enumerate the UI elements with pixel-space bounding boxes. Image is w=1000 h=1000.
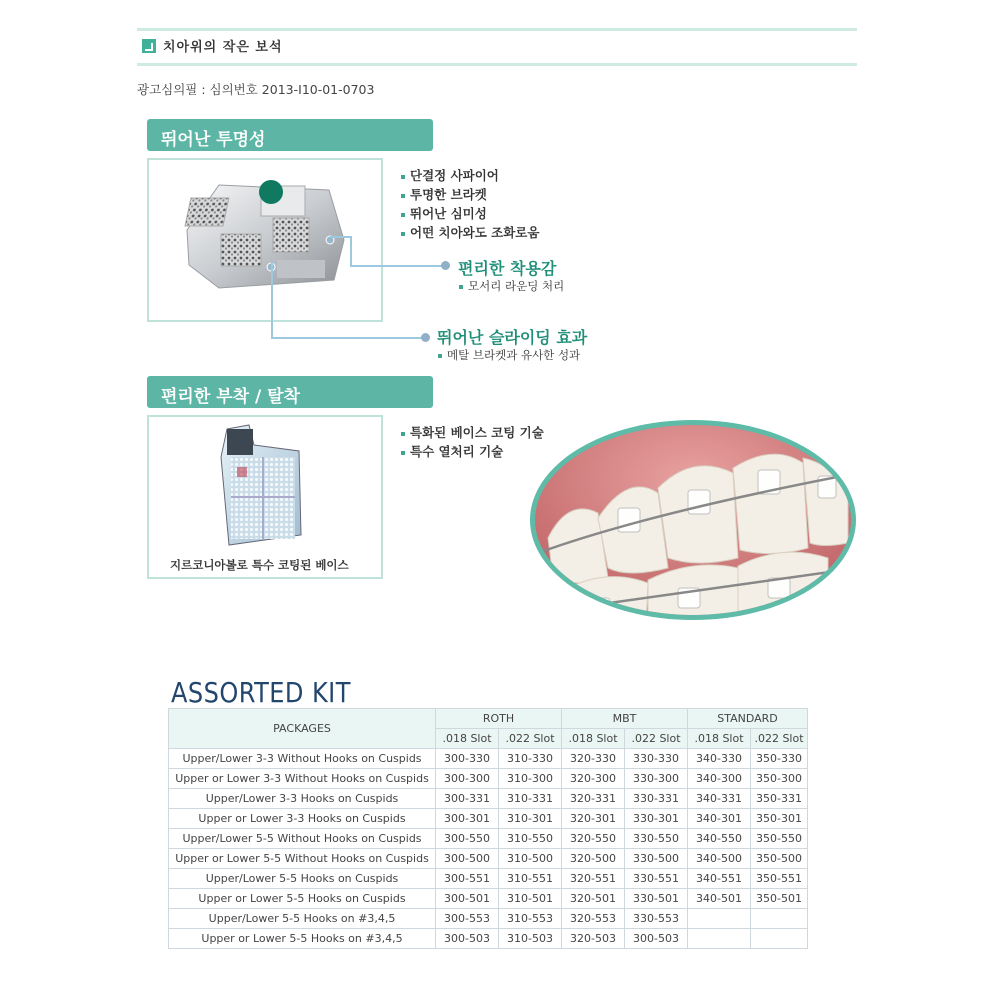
- part-number-cell: 330-331: [625, 789, 688, 809]
- table-row: [169, 929, 808, 949]
- part-number-cell: 300-503: [436, 929, 499, 949]
- part-number-cell: [751, 929, 808, 949]
- slot-header: .018 Slot: [688, 729, 751, 749]
- callout-line: [330, 236, 350, 238]
- part-number-cell: 340-550: [688, 829, 751, 849]
- package-name-cell: Upper or Lower 5-5 Hooks on Cuspids: [169, 889, 436, 909]
- base-image-box: [147, 415, 383, 579]
- part-number-cell: 320-551: [562, 869, 625, 889]
- arrow-icon: [142, 39, 156, 53]
- package-name-cell: Upper/Lower 3-3 Without Hooks on Cuspids: [169, 749, 436, 769]
- slot-header: .018 Slot: [436, 729, 499, 749]
- package-name-cell: Upper/Lower 5-5 Hooks on Cuspids: [169, 869, 436, 889]
- table-row: [169, 789, 808, 809]
- base-caption: 지르코니아볼로 특수 코팅된 베이스: [170, 558, 349, 572]
- table-body: [169, 749, 808, 949]
- part-number-cell: 320-300: [562, 769, 625, 789]
- part-number-cell: 300-550: [436, 829, 499, 849]
- part-number-cell: 320-553: [562, 909, 625, 929]
- package-name-cell: Upper or Lower 3-3 Hooks on Cuspids: [169, 809, 436, 829]
- part-number-cell: 340-301: [688, 809, 751, 829]
- part-number-cell: 350-550: [751, 829, 808, 849]
- table-row: [169, 769, 808, 789]
- page-title: 치아위의 작은 보석: [163, 40, 283, 55]
- package-name-cell: Upper/Lower 5-5 Without Hooks on Cuspids: [169, 829, 436, 849]
- slot-header: .022 Slot: [499, 729, 562, 749]
- bracket-base-image: [149, 417, 381, 557]
- slot-header: .022 Slot: [751, 729, 808, 749]
- table-row: [169, 849, 808, 869]
- ad-notice: 광고심의필 : 심의번호 2013-I10-01-0703: [137, 82, 375, 97]
- part-number-cell: [751, 909, 808, 929]
- part-number-cell: 300-501: [436, 889, 499, 909]
- section-title: 뛰어난 투명성: [161, 130, 266, 150]
- table-row: [169, 829, 808, 849]
- part-number-cell: 310-553: [499, 909, 562, 929]
- part-number-cell: 350-501: [751, 889, 808, 909]
- part-number-cell: 350-330: [751, 749, 808, 769]
- part-number-cell: 310-301: [499, 809, 562, 829]
- part-number-cell: 350-301: [751, 809, 808, 829]
- feature-bullet: 어떤 치아와도 조화로움: [401, 223, 539, 241]
- part-number-cell: 320-503: [562, 929, 625, 949]
- callout-subtext: 모서리 라운딩 처리: [459, 278, 564, 294]
- part-number-cell: 340-500: [688, 849, 751, 869]
- callout-line: [350, 236, 352, 266]
- part-number-cell: 320-301: [562, 809, 625, 829]
- part-number-cell: 320-501: [562, 889, 625, 909]
- package-name-cell: Upper or Lower 5-5 Without Hooks on Cuspids: [169, 849, 436, 869]
- part-number-cell: 300-330: [436, 749, 499, 769]
- part-number-cell: 330-301: [625, 809, 688, 829]
- part-number-cell: 310-330: [499, 749, 562, 769]
- part-number-cell: 340-330: [688, 749, 751, 769]
- part-number-cell: 330-300: [625, 769, 688, 789]
- callout-title: 편리한 착용감: [458, 259, 557, 278]
- part-number-cell: 300-500: [436, 849, 499, 869]
- callout-line: [350, 265, 442, 267]
- section-bar-transparency: [147, 119, 433, 151]
- column-header-packages: PACKAGES: [169, 709, 436, 749]
- feature-bullet: 뛰어난 심미성: [401, 204, 487, 222]
- part-number-cell: 320-331: [562, 789, 625, 809]
- part-number-cell: [688, 929, 751, 949]
- kit-title: ASSORTED KIT: [171, 676, 351, 709]
- feature-bullet: 특화된 베이스 코팅 기술: [401, 423, 544, 441]
- part-number-cell: 350-300: [751, 769, 808, 789]
- package-name-cell: Upper or Lower 5-5 Hooks on #3,4,5: [169, 929, 436, 949]
- part-number-cell: 310-300: [499, 769, 562, 789]
- header-bottom-rule: [137, 63, 857, 66]
- part-number-cell: 310-331: [499, 789, 562, 809]
- part-number-cell: [688, 909, 751, 929]
- callout-title: 뛰어난 슬라이딩 효과: [437, 328, 588, 347]
- part-number-cell: 340-501: [688, 889, 751, 909]
- teeth-braces-photo: [528, 418, 858, 623]
- part-number-cell: 320-500: [562, 849, 625, 869]
- table-row: [169, 809, 808, 829]
- table-row: [169, 909, 808, 929]
- slot-header: .022 Slot: [625, 729, 688, 749]
- part-number-cell: 300-301: [436, 809, 499, 829]
- callout-dot: [421, 333, 430, 342]
- part-number-cell: 300-331: [436, 789, 499, 809]
- feature-bullet: 특수 열처리 기술: [401, 442, 503, 460]
- part-number-cell: 320-550: [562, 829, 625, 849]
- column-group-standard: STANDARD: [688, 709, 808, 729]
- part-number-cell: 310-551: [499, 869, 562, 889]
- part-number-cell: 340-300: [688, 769, 751, 789]
- part-number-cell: 330-500: [625, 849, 688, 869]
- part-number-cell: 310-501: [499, 889, 562, 909]
- part-number-cell: 330-550: [625, 829, 688, 849]
- part-number-cell: 310-500: [499, 849, 562, 869]
- callout-dot: [441, 261, 450, 270]
- part-number-cell: 300-553: [436, 909, 499, 929]
- part-number-cell: 320-330: [562, 749, 625, 769]
- feature-bullet: 투명한 브라켓: [401, 185, 487, 203]
- assorted-kit-table: [168, 708, 808, 949]
- part-number-cell: 310-550: [499, 829, 562, 849]
- part-number-cell: 350-551: [751, 869, 808, 889]
- slot-header: .018 Slot: [562, 729, 625, 749]
- column-group-mbt: MBT: [562, 709, 688, 729]
- column-group-roth: ROTH: [436, 709, 562, 729]
- table-row: [169, 869, 808, 889]
- table-row: [169, 749, 808, 769]
- part-number-cell: 300-551: [436, 869, 499, 889]
- callout-subtext: 메탈 브라켓과 유사한 성과: [438, 347, 580, 363]
- part-number-cell: 300-300: [436, 769, 499, 789]
- callout-line: [271, 262, 273, 338]
- part-number-cell: 300-503: [625, 929, 688, 949]
- feature-bullet: 단결정 사파이어: [401, 166, 499, 184]
- part-number-cell: 350-331: [751, 789, 808, 809]
- package-name-cell: Upper/Lower 3-3 Hooks on Cuspids: [169, 789, 436, 809]
- callout-line: [271, 337, 423, 339]
- section-bar-attachment: [147, 376, 433, 408]
- part-number-cell: 350-500: [751, 849, 808, 869]
- part-number-cell: 330-501: [625, 889, 688, 909]
- part-number-cell: 310-503: [499, 929, 562, 949]
- part-number-cell: 340-551: [688, 869, 751, 889]
- section-title: 편리한 부착 / 탈착: [161, 387, 300, 407]
- table-row: [169, 889, 808, 909]
- ceramic-bracket-image: [149, 160, 381, 320]
- part-number-cell: 340-331: [688, 789, 751, 809]
- part-number-cell: 330-551: [625, 869, 688, 889]
- package-name-cell: Upper/Lower 5-5 Hooks on #3,4,5: [169, 909, 436, 929]
- package-name-cell: Upper or Lower 3-3 Without Hooks on Cuspids: [169, 769, 436, 789]
- part-number-cell: 330-330: [625, 749, 688, 769]
- part-number-cell: 330-553: [625, 909, 688, 929]
- header-top-rule: [137, 28, 857, 31]
- bracket-image-box: [147, 158, 383, 322]
